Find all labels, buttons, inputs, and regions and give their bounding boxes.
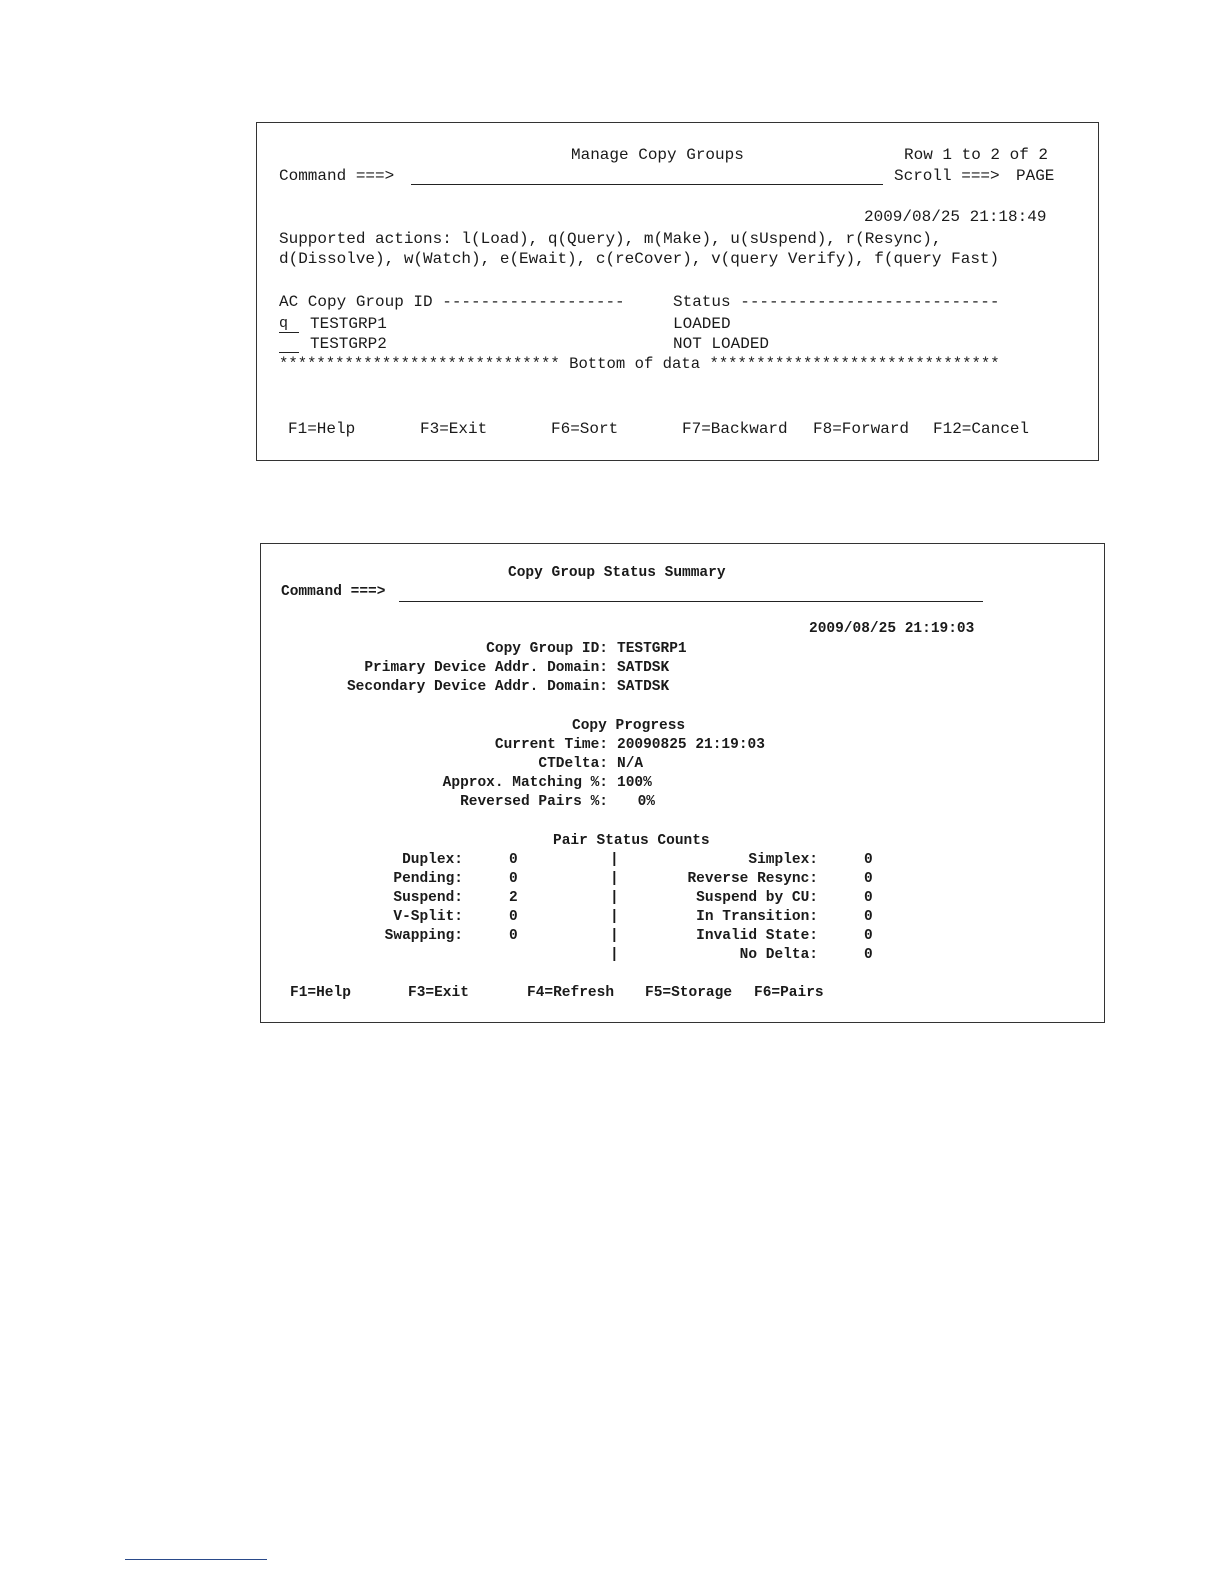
column-header-copy-group-id: AC Copy Group ID ------------------- bbox=[279, 293, 625, 311]
scroll-label: Scroll ===> bbox=[894, 167, 1000, 185]
swapping-label: Swapping: bbox=[384, 928, 463, 944]
invalid-state-count: 0 bbox=[864, 928, 873, 944]
ctdelta-label: CTDelta: bbox=[538, 756, 608, 772]
f3-exit-key[interactable]: F3=Exit bbox=[420, 420, 488, 438]
pending-label: Pending: bbox=[393, 871, 463, 887]
duplex-label: Duplex: bbox=[402, 852, 463, 868]
f5-storage-key[interactable]: F5=Storage bbox=[645, 985, 733, 1001]
f6-pairs-key[interactable]: F6=Pairs bbox=[754, 985, 824, 1001]
panel-title: Manage Copy Groups bbox=[571, 146, 744, 164]
f1-help-key[interactable]: F1=Help bbox=[290, 985, 351, 1001]
column-separator: | bbox=[610, 928, 619, 944]
copy-group-status-summary-panel bbox=[260, 543, 1105, 1023]
supported-actions-line-1: Supported actions: l(Load), q(Query), m(Make), u(sUspend), r(Resync), bbox=[279, 230, 942, 248]
pending-count: 0 bbox=[509, 871, 518, 887]
action-code-input[interactable] bbox=[279, 314, 299, 333]
secondary-domain-label: Secondary Device Addr. Domain: bbox=[346, 679, 608, 695]
invalid-state-label: Invalid State: bbox=[696, 928, 818, 944]
in-transition-count: 0 bbox=[864, 909, 873, 925]
matching-percent-label: Approx. Matching %: bbox=[442, 775, 608, 791]
f7-backward-key[interactable]: F7=Backward bbox=[682, 420, 788, 438]
command-input[interactable] bbox=[411, 166, 883, 185]
command-input[interactable] bbox=[399, 583, 983, 602]
reversed-pairs-value: 0% bbox=[637, 794, 655, 810]
secondary-domain-value: SATDSK bbox=[617, 679, 670, 695]
bottom-of-data-marker: ****************************** Bottom of data ******************************* bbox=[279, 355, 1000, 373]
column-separator: | bbox=[610, 947, 619, 963]
manage-copy-groups-panel bbox=[256, 122, 1099, 461]
column-separator: | bbox=[610, 909, 619, 925]
f1-help-key[interactable]: F1=Help bbox=[288, 420, 356, 438]
column-header-status: Status --------------------------- bbox=[673, 293, 1000, 311]
f3-exit-key[interactable]: F3=Exit bbox=[408, 985, 469, 1001]
primary-domain-value: SATDSK bbox=[617, 660, 670, 676]
supported-actions-line-2: d(Dissolve), w(Watch), e(Ewait), c(reCover), v(query Verify), f(query Fast) bbox=[279, 250, 1000, 268]
suspend-count: 2 bbox=[509, 890, 518, 906]
no-delta-label: No Delta: bbox=[739, 947, 818, 963]
copy-progress-title: Copy Progress bbox=[572, 718, 686, 734]
copy-group-id: TESTGRP2 bbox=[310, 335, 387, 353]
reversed-pairs-label: Reversed Pairs %: bbox=[460, 794, 608, 810]
datetime: 2009/08/25 21:18:49 bbox=[864, 208, 1047, 226]
current-time-value: 20090825 21:19:03 bbox=[617, 737, 765, 753]
reverse-resync-count: 0 bbox=[864, 871, 873, 887]
datetime: 2009/08/25 21:19:03 bbox=[809, 621, 975, 637]
copy-group-status: LOADED bbox=[673, 315, 731, 333]
matching-percent-value: 100% bbox=[617, 775, 652, 791]
reverse-resync-label: Reverse Resync: bbox=[687, 871, 818, 887]
v-split-count: 0 bbox=[509, 909, 518, 925]
f8-forward-key[interactable]: F8=Forward bbox=[813, 420, 910, 438]
scroll-value-field[interactable]: PAGE bbox=[1016, 167, 1055, 185]
no-delta-count: 0 bbox=[864, 947, 873, 963]
swapping-count: 0 bbox=[509, 928, 518, 944]
suspend-by-cu-label: Suspend by CU: bbox=[696, 890, 818, 906]
command-label: Command ===> bbox=[281, 584, 386, 600]
f6-sort-key[interactable]: F6=Sort bbox=[551, 420, 619, 438]
copy-group-id-label: Copy Group ID: bbox=[486, 641, 608, 657]
action-code-input[interactable] bbox=[279, 334, 299, 353]
pair-status-counts-title: Pair Status Counts bbox=[553, 833, 710, 849]
primary-domain-label: Primary Device Addr. Domain: bbox=[364, 660, 608, 676]
command-label: Command ===> bbox=[279, 167, 395, 185]
simplex-count: 0 bbox=[864, 852, 873, 868]
column-separator: | bbox=[610, 852, 619, 868]
ctdelta-value: N/A bbox=[617, 756, 644, 772]
suspend-label: Suspend: bbox=[393, 890, 463, 906]
panel-title: Copy Group Status Summary bbox=[508, 565, 726, 581]
row-info: Row 1 to 2 of 2 bbox=[904, 146, 1049, 164]
column-separator: | bbox=[610, 871, 619, 887]
column-separator: | bbox=[610, 890, 619, 906]
duplex-count: 0 bbox=[509, 852, 518, 868]
f12-cancel-key[interactable]: F12=Cancel bbox=[933, 420, 1030, 438]
copy-group-status: NOT LOADED bbox=[673, 335, 770, 353]
copy-group-id: TESTGRP1 bbox=[310, 315, 387, 333]
simplex-label: Simplex: bbox=[748, 852, 818, 868]
current-time-label: Current Time: bbox=[494, 737, 608, 753]
v-split-label: V-Split: bbox=[393, 909, 463, 925]
suspend-by-cu-count: 0 bbox=[864, 890, 873, 906]
in-transition-label: In Transition: bbox=[696, 909, 818, 925]
footnote-divider bbox=[125, 1559, 267, 1560]
copy-group-id-value: TESTGRP1 bbox=[617, 641, 687, 657]
f4-refresh-key[interactable]: F4=Refresh bbox=[527, 985, 615, 1001]
